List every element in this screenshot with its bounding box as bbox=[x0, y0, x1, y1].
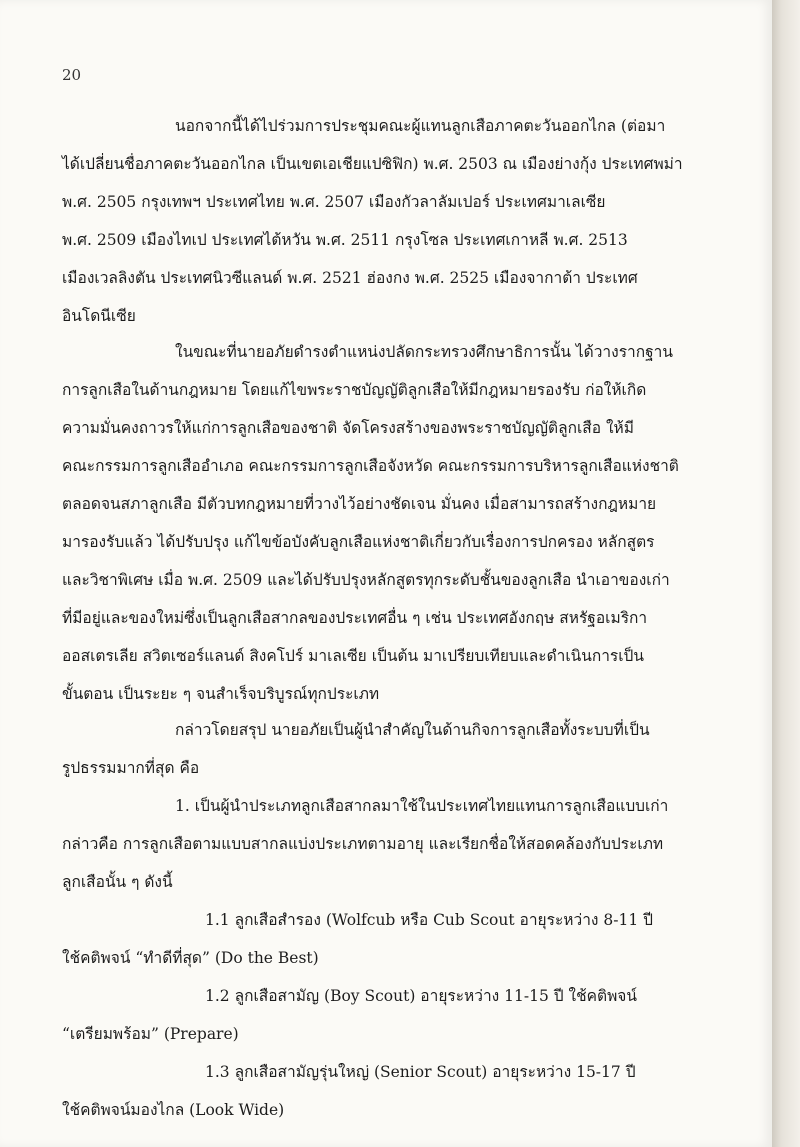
text-line: การลูกเสือในด้านกฎหมาย โดยแก้ไขพระราชบัญญัติลูกเสือให้มีกฎหมายรองรับ ก่อให้เกิด bbox=[62, 381, 647, 399]
text-line: ลูกเสือนั้น ๆ ดังนี้ bbox=[62, 873, 173, 891]
text-line: พ.ศ. 2505 กรุงเทพฯ ประเทศไทย พ.ศ. 2507 เมืองกัวลาลัมเปอร์ ประเทศมาเลเซีย bbox=[62, 193, 606, 211]
sub-list-item: 1.2 ลูกเสือสามัญ (Boy Scout) อายุระหว่าง 11-15 ปี ใช้คติพจน์ bbox=[205, 987, 637, 1005]
page-edge bbox=[772, 0, 800, 1147]
text-line: “เตรียมพร้อม” (Prepare) bbox=[62, 1025, 239, 1043]
text-line: อินโดนีเซีย bbox=[62, 307, 136, 325]
text-line: ที่มีอยู่และของใหม่ซึ่งเป็นลูกเสือสากลของประเทศอื่น ๆ เช่น ประเทศอังกฤษ สหรัฐอเมริกา bbox=[62, 609, 648, 627]
text-line: คณะกรรมการลูกเสืออำเภอ คณะกรรมการลูกเสือจังหวัด คณะกรรมการบริหารลูกเสือแห่งชาติ bbox=[62, 457, 679, 475]
sub-list-item: 1.1 ลูกเสือสำรอง (Wolfcub หรือ Cub Scout อายุระหว่าง 8-11 ปี bbox=[205, 911, 653, 929]
text-line: ใช้คติพจน์มองไกล (Look Wide) bbox=[62, 1101, 285, 1119]
text-line: ตลอดจนสภาลูกเสือ มีตัวบทกฎหมายที่วางไว้อย่างชัดเจน มั่นคง เมื่อสามารถสร้างกฎหมาย bbox=[62, 495, 657, 513]
list-item: 1. เป็นผู้นำประเภทลูกเสือสากลมาใช้ในประเทศไทยแทนการลูกเสือแบบเก่า bbox=[175, 797, 669, 815]
text-line: มารองรับแล้ว ได้ปรับปรุง แก้ไขข้อบังคับลูกเสือแห่งชาติเกี่ยวกับเรื่องการปกครอง หลักสูตร bbox=[62, 533, 655, 551]
text-line: กล่าวโดยสรุป นายอภัยเป็นผู้นำสำคัญในด้านกิจการลูกเสือทั้งระบบที่เป็น bbox=[175, 721, 650, 739]
text-line: ในขณะที่นายอภัยดำรงตำแหน่งปลัดกระทรวงศึกษาธิการนั้น ได้วางรากฐาน bbox=[175, 343, 673, 361]
text-line: รูปธรรมมากที่สุด คือ bbox=[62, 759, 200, 777]
sub-list-item: 1.3 ลูกเสือสามัญรุ่นใหญ่ (Senior Scout) อายุระหว่าง 15-17 ปี bbox=[205, 1063, 636, 1081]
text-line: นอกจากนี้ได้ไปร่วมการประชุมคณะผู้แทนลูกเสือภาคตะวันออกไกล (ต่อมา bbox=[175, 117, 666, 135]
text-line: ใช้คติพจน์ “ทำดีที่สุด” (Do the Best) bbox=[62, 949, 319, 967]
text-line: ขั้นตอน เป็นระยะ ๆ จนสำเร็จบริบูรณ์ทุกประเภท bbox=[62, 685, 380, 703]
text-line: พ.ศ. 2509 เมืองไทเป ประเทศไต้หวัน พ.ศ. 2511 กรุงโซล ประเทศเกาหลี พ.ศ. 2513 bbox=[62, 231, 628, 249]
text-line: กล่าวคือ การลูกเสือตามแบบสากลแบ่งประเภทตามอายุ และเรียกชื่อให้สอดคล้องกับประเภท bbox=[62, 835, 664, 853]
text-line: เมืองเวลลิงตัน ประเทศนิวซีแลนด์ พ.ศ. 2521 ฮ่องกง พ.ศ. 2525 เมืองจากาต้า ประเทศ bbox=[62, 269, 638, 287]
text-line: ความมั่นคงถาวรให้แก่การลูกเสือของชาติ จัดโครงสร้างของพระราชบัญญัติลูกเสือ ให้มี bbox=[62, 419, 634, 437]
text-line: ได้เปลี่ยนชื่อภาคตะวันออกไกล เป็นเขตเอเชียแปซิฟิก) พ.ศ. 2503 ณ เมืองย่างกุ้ง ประเทศพม่า bbox=[62, 155, 683, 173]
text-line: ออสเตรเลีย สวิตเซอร์แลนด์ สิงคโปร์ มาเลเซีย เป็นต้น มาเปรียบเทียบและดำเนินการเป็น bbox=[62, 647, 644, 665]
page-number: 20 bbox=[62, 66, 82, 84]
text-line: และวิชาพิเศษ เมื่อ พ.ศ. 2509 และได้ปรับปรุงหลักสูตรทุกระดับชั้นของลูกเสือ นำเอาของเก่า bbox=[62, 571, 670, 589]
